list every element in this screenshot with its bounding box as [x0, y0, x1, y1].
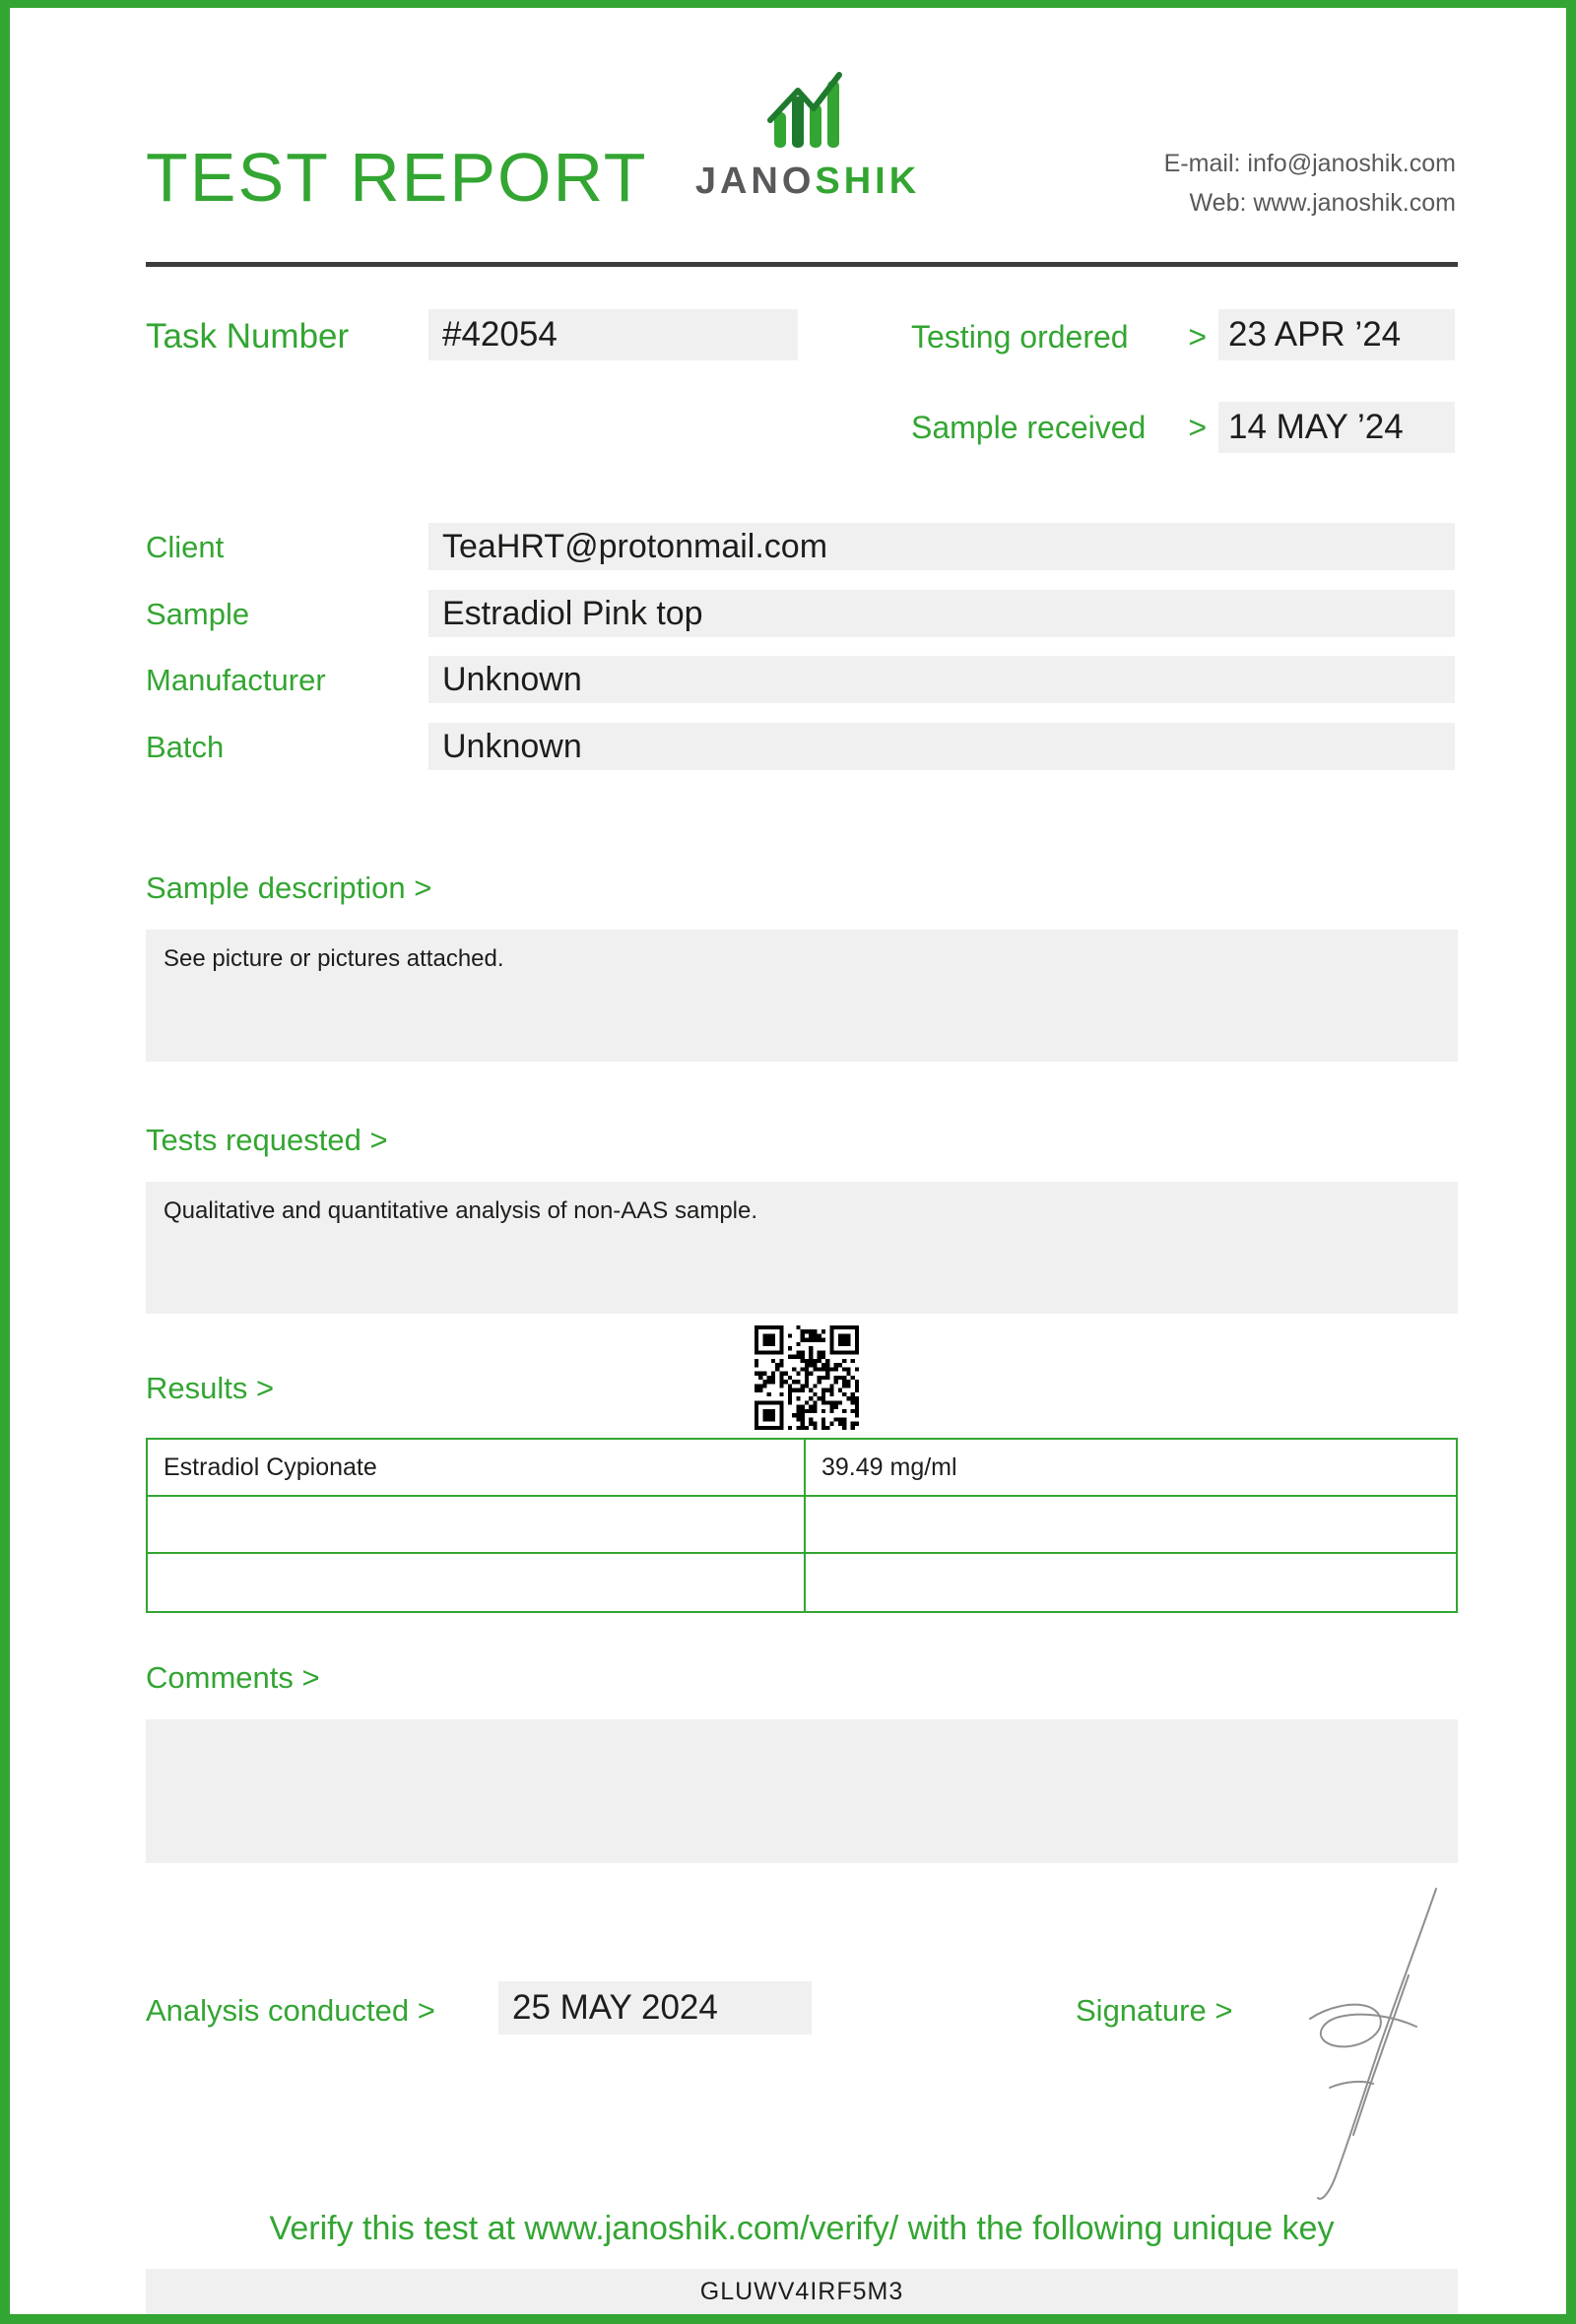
page-border-left — [0, 0, 10, 2324]
testing-ordered-value: 23 APR ’24 — [1218, 309, 1455, 360]
testing-ordered-text: Testing ordered — [911, 319, 1129, 355]
chevron-right-icon: > — [1188, 319, 1207, 355]
sample-received-text: Sample received — [911, 410, 1147, 445]
batch-label: Batch — [146, 730, 225, 764]
wordmark-green: SHIK — [815, 161, 921, 202]
page-border-top — [0, 0, 1576, 8]
batch-value: Unknown — [428, 723, 1455, 770]
result-amount — [806, 1497, 1456, 1552]
verify-key: GLUWV4IRF5M3 — [146, 2269, 1458, 2314]
testing-ordered-label — [911, 319, 1207, 355]
tests-requested-box — [146, 1182, 1458, 1314]
signature-label: Signature > — [1076, 1993, 1233, 2028]
manufacturer-value: Unknown — [428, 656, 1455, 703]
result-amount: 39.49 mg/ml — [821, 1452, 957, 1481]
sample-value: Estradiol Pink top — [428, 590, 1455, 637]
header-divider — [146, 262, 1458, 267]
qr-code — [755, 1325, 859, 1430]
client-label: Client — [146, 530, 225, 564]
contact-email: E-mail: info@janoshik.com — [1163, 150, 1456, 177]
results-row — [148, 1554, 1456, 1611]
contact-block — [1164, 144, 1456, 223]
wordmark-dark: JANO — [694, 161, 816, 202]
sample-description-heading: Sample description > — [146, 871, 432, 905]
page-border-bottom — [0, 2314, 1576, 2324]
sample-description-box — [146, 930, 1458, 1062]
tests-requested-text: Qualitative and quantitative analysis of non-AAS sample. — [164, 1197, 758, 1224]
sample-received-value: 14 MAY ’24 — [1218, 402, 1455, 453]
results-heading: Results > — [146, 1371, 275, 1405]
results-row — [148, 1440, 1456, 1497]
chevron-right-icon: > — [1188, 410, 1207, 445]
results-table — [146, 1438, 1458, 1613]
report-title: TEST REPORT — [146, 139, 648, 216]
signature-image — [1271, 1881, 1468, 2206]
result-substance — [148, 1554, 806, 1611]
analysis-conducted-label: Analysis conducted > — [146, 1993, 435, 2028]
bar-chart-growth-icon — [760, 139, 855, 156]
page-border-right — [1566, 0, 1576, 2324]
verify-instruction: Verify this test at www.janoshik.com/verify/ with the following unique key — [269, 2210, 1335, 2247]
result-amount — [806, 1554, 1456, 1611]
comments-heading: Comments > — [146, 1660, 320, 1695]
janoshik-logo — [680, 69, 936, 203]
task-number-label: Task Number — [146, 317, 350, 355]
result-substance — [148, 1497, 806, 1552]
sample-description-text: See picture or pictures attached. — [164, 945, 504, 972]
task-number-value: #42054 — [428, 309, 798, 360]
contact-web: Web: www.janoshik.com — [1189, 189, 1456, 217]
sample-received-label — [911, 410, 1207, 446]
result-substance: Estradiol Cypionate — [148, 1440, 806, 1495]
client-value: TeaHRT@protonmail.com — [428, 523, 1455, 570]
janoshik-wordmark — [680, 161, 936, 203]
analysis-date-value: 25 MAY 2024 — [498, 1981, 812, 2034]
manufacturer-label: Manufacturer — [146, 663, 326, 697]
comments-box — [146, 1719, 1458, 1863]
sample-label: Sample — [146, 597, 250, 631]
tests-requested-heading: Tests requested > — [146, 1123, 388, 1157]
results-row — [148, 1497, 1456, 1554]
